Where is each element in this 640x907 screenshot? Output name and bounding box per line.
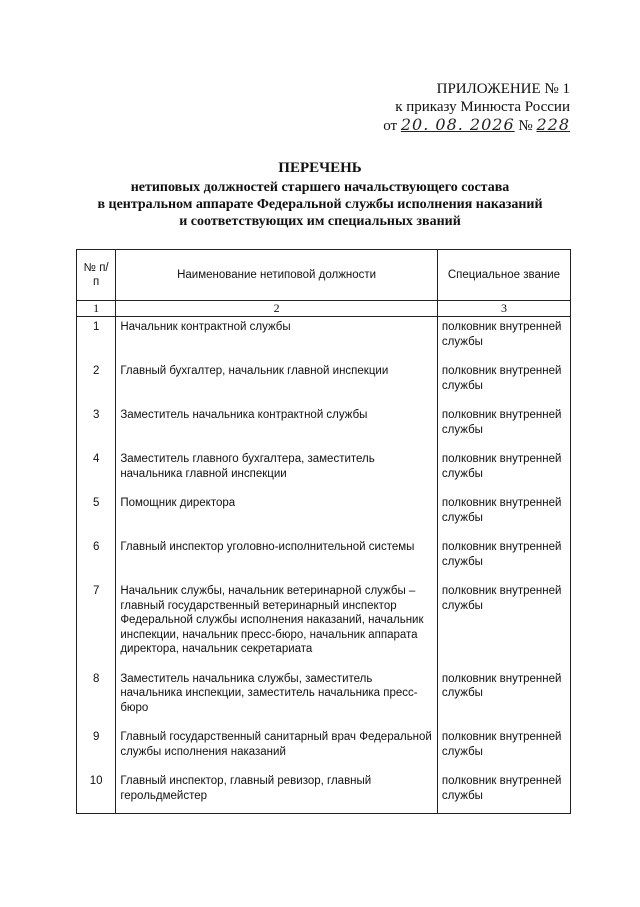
special-rank: полковник внутренней службы xyxy=(437,405,570,449)
row-number: 2 xyxy=(77,361,116,405)
table-row xyxy=(77,493,571,537)
special-rank: полковник внутренней службы xyxy=(437,493,570,537)
special-rank: полковник внутренней службы xyxy=(437,449,570,493)
handwritten-number: 228 xyxy=(536,115,570,134)
special-rank: полковник внутренней службы xyxy=(437,581,570,669)
position-name: Главный бухгалтер, начальник главной инспекции xyxy=(116,361,438,405)
position-name: Главный государственный санитарный врач Федеральной службы исполнения наказаний xyxy=(116,727,438,771)
row-number: 6 xyxy=(77,537,116,581)
special-rank: полковник внутренней службы xyxy=(437,669,570,728)
document-heading xyxy=(60,160,580,230)
heading-line-3: и соответствующих им специальных званий xyxy=(179,214,461,229)
table-row xyxy=(77,771,571,814)
header-position: Наименование нетиповой должности xyxy=(116,250,438,301)
table-row xyxy=(77,317,571,362)
annex-title: ПРИЛОЖЕНИЕ № 1 xyxy=(436,81,570,97)
handwritten-date: 20. 08. 2026 xyxy=(400,115,515,134)
special-rank: полковник внутренней службы xyxy=(437,317,570,362)
table-row xyxy=(77,669,571,728)
row-number: 7 xyxy=(77,581,116,669)
special-rank: полковник внутренней службы xyxy=(437,361,570,405)
row-number: 10 xyxy=(77,771,116,814)
table-row xyxy=(77,361,571,405)
position-name: Заместитель начальника службы, заместитель начальника инспекции, заместитель начальника пресс-бюро xyxy=(116,669,438,728)
row-number: 5 xyxy=(77,493,116,537)
header-rank: Специальное звание xyxy=(437,250,570,301)
position-name: Начальник службы, начальник ветеринарной службы – главный государственный ветеринарный инспектор Федеральной службы исполнения наказаний, начальник инспекции, начальник пресс-бюро, начальник аппарата директора, начальник секретариата xyxy=(116,581,438,669)
special-rank: полковник внутренней службы xyxy=(437,537,570,581)
positions-table xyxy=(76,249,571,814)
column-number-2: 2 xyxy=(116,301,438,317)
date-prefix: от xyxy=(383,118,398,134)
number-prefix: № xyxy=(518,118,533,134)
annex-reference: к приказу Минюста России xyxy=(395,99,570,115)
table-header-row xyxy=(77,250,571,301)
position-name: Главный инспектор, главный ревизор, главный герольдмейстер xyxy=(116,771,438,814)
position-name: Заместитель главного бухгалтера, заместитель начальника главной инспекции xyxy=(116,449,438,493)
table-row xyxy=(77,727,571,771)
header-number: № п/п xyxy=(77,250,116,301)
row-number: 3 xyxy=(77,405,116,449)
row-number: 1 xyxy=(77,317,116,362)
document-title: ПЕРЕЧЕНЬ xyxy=(278,160,362,176)
row-number: 8 xyxy=(77,669,116,728)
table-row xyxy=(77,581,571,669)
heading-line-1: нетиповых должностей старшего начальствующего состава xyxy=(130,180,510,195)
position-name: Заместитель начальника контрактной службы xyxy=(116,405,438,449)
table-row xyxy=(77,537,571,581)
table-row xyxy=(77,449,571,493)
row-number: 9 xyxy=(77,727,116,771)
table-row xyxy=(77,405,571,449)
position-name: Главный инспектор уголовно-исполнительной системы xyxy=(116,537,438,581)
column-number-3: 3 xyxy=(437,301,570,317)
heading-line-2: в центральном аппарате Федеральной службы исполнения наказаний xyxy=(97,197,543,212)
position-name: Начальник контрактной службы xyxy=(116,317,438,362)
column-number-row xyxy=(77,301,571,317)
special-rank: полковник внутренней службы xyxy=(437,727,570,771)
annex-block xyxy=(383,80,570,135)
position-name: Помощник директора xyxy=(116,493,438,537)
annex-date-line xyxy=(383,116,570,135)
row-number: 4 xyxy=(77,449,116,493)
column-number-1: 1 xyxy=(77,301,116,317)
special-rank: полковник внутренней службы xyxy=(437,771,570,814)
